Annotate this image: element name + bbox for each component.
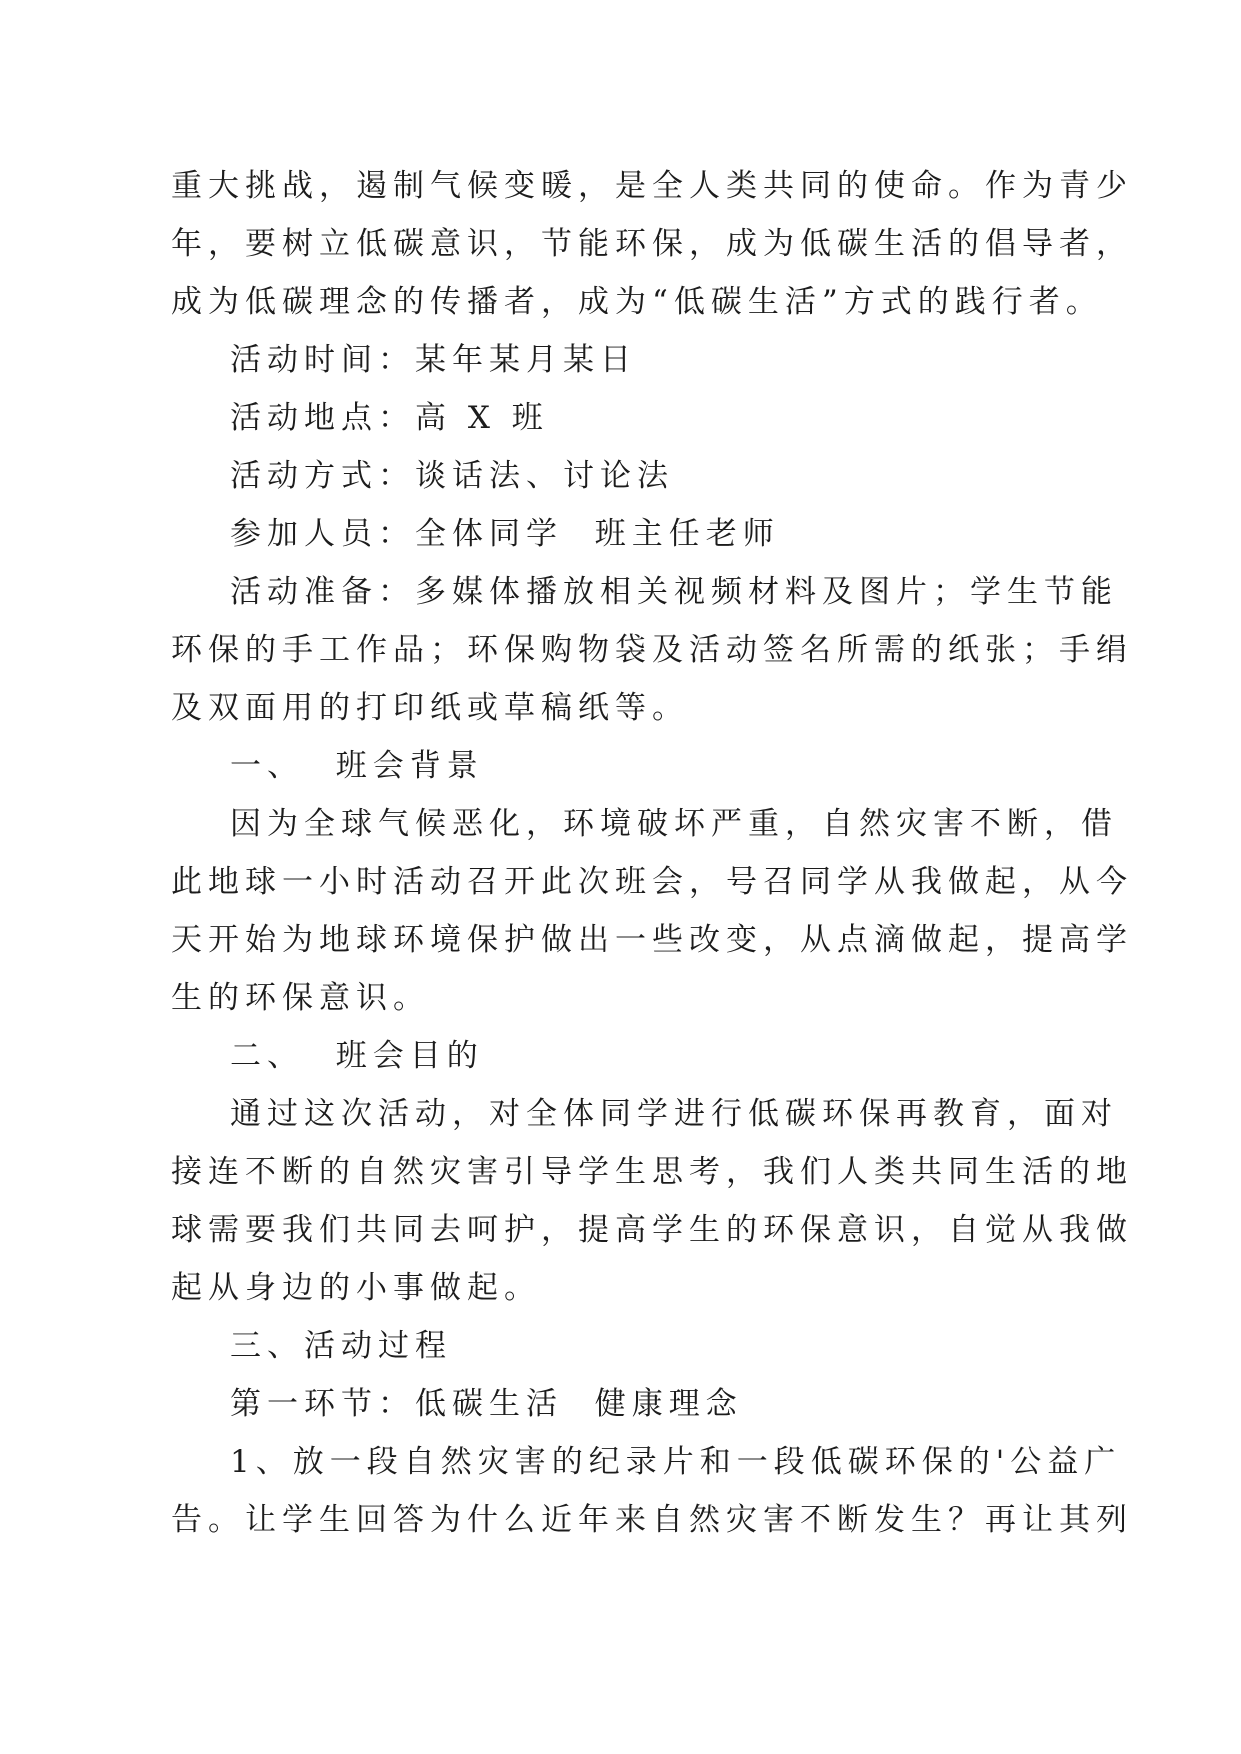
text-line: 因为全球气候恶化，环境破坏严重，自然灾害不断，借	[230, 806, 1118, 842]
text-line: 参加人员：全体同学 班主任老师	[230, 516, 780, 552]
text-line: 通过这次活动，对全体同学进行低碳环保再教育，面对	[230, 1096, 1118, 1132]
text-line: 告。让学生回答为什么近年来自然灾害不断发生？再让其列	[171, 1502, 1133, 1538]
text-line: 球需要我们共同去呵护，提高学生的环保意识，自觉从我做	[171, 1212, 1133, 1248]
text-line: 环保的手工作品；环保购物袋及活动签名所需的纸张；手绢	[171, 632, 1133, 668]
text-line: 1、放一段自然灾害的纪录片和一段低碳环保的'公益广	[230, 1444, 1122, 1480]
section-heading: 二、 班会目的	[230, 1038, 484, 1074]
text-line: 活动时间：某年某月某日	[230, 342, 637, 378]
text-line: 天开始为地球环境保护做出一些改变，从点滴做起，提高学	[171, 922, 1133, 958]
text-line: 年，要树立低碳意识，节能环保，成为低碳生活的倡导者，	[171, 226, 1133, 262]
text-line: 起从身边的小事做起。	[171, 1270, 541, 1306]
section-heading: 三、活动过程	[230, 1328, 452, 1364]
text-line: 活动准备：多媒体播放相关视频材料及图片；学生节能	[230, 574, 1118, 610]
text-line: 接连不断的自然灾害引导学生思考，我们人类共同生活的地	[171, 1154, 1133, 1190]
text-line: 活动地点：高 X 班	[230, 400, 549, 436]
subsection-heading: 第一环节：低碳生活 健康理念	[230, 1386, 743, 1422]
text-line: 重大挑战，遏制气候变暖，是全人类共同的使命。作为青少	[171, 168, 1133, 204]
section-heading: 一、 班会背景	[230, 748, 484, 784]
text-line: 成为低碳理念的传播者，成为“低碳生活”方式的践行者。	[171, 284, 1103, 320]
text-line: 此地球一小时活动召开此次班会，号召同学从我做起，从今	[171, 864, 1133, 900]
text-line: 生的环保意识。	[171, 980, 430, 1016]
text-line: 及双面用的打印纸或草稿纸等。	[171, 690, 689, 726]
text-line: 活动方式：谈话法、讨论法	[230, 458, 674, 494]
